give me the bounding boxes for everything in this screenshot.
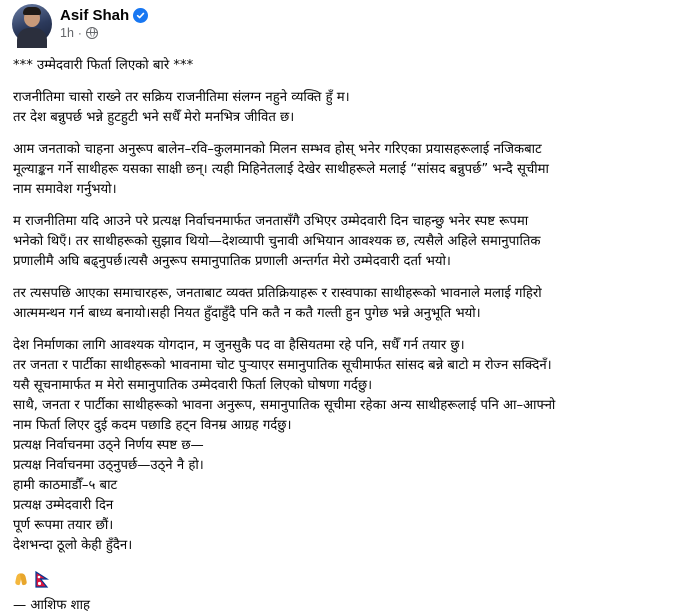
- author-name[interactable]: Asif Shah: [60, 7, 130, 24]
- post-paragraph: [13, 284, 668, 324]
- post-text-line: प्रत्यक्ष निर्वाचनमा उठ्नुपर्छ—उठ्ने नै हो।: [13, 458, 204, 473]
- post-text-line: हामी काठमाडौँ–५ बाट: [13, 478, 118, 493]
- author-row: [60, 7, 148, 24]
- post-text-line: तर त्यसपछि आएका समाचारहरू, जनताबाट व्यक्त प्रतिक्रियाहरू र रास्वपाका साथीहरूको भावनाले मलाई गहिरो: [13, 286, 542, 301]
- post-text-line: प्रणालीमै अघि बढ्नुपर्छ।त्यसै अनुरूप समानुपातिक प्रणाली अन्तर्गत मेरो उम्मेदवारी दर्ता भयो।: [13, 254, 451, 269]
- globe-icon[interactable]: [86, 27, 98, 39]
- post-text-line: तर जनता र पार्टीका साथीहरूको भावनामा चोट पुर्‍याएर समानुपातिक सूचीमार्फत सांसद बन्ने बाटो म रोज्न सक्दिनँ।: [13, 358, 552, 373]
- post-text-line: तर देश बन्नुपर्छ भन्ने हुटहुटी भने सधैँ मेरो मनभित्र जीवित छ।: [13, 110, 295, 125]
- post-text-line: आम जनताको चाहना अनुरूप बालेन–रवि–कुलमानको मिलन सम्भव होस् भनेर गरिएका प्रयासहरूलाई नजिकबाट: [13, 142, 542, 157]
- post-text-line: पूर्ण रूपमा तयार छौं।: [13, 518, 114, 533]
- post-text-line: प्रत्यक्ष उम्मेदवारी दिन: [13, 498, 114, 513]
- post-body: [13, 56, 668, 616]
- post-text-line: मूल्याङ्कन गर्ने साथीहरू यसका साक्षी छन्। त्यही मिहिनेतलाई देखेर साथीहरूले मलाई “सांसद बन्नुपर्छ” भन्दै सूचीमा: [13, 162, 549, 177]
- post-text-line: *** उम्मेदवारी फिर्ता लिएको बारे ***: [13, 58, 194, 73]
- verified-badge-icon: [133, 8, 148, 23]
- post-signature: — आशिफ शाह: [13, 598, 90, 613]
- post-text-line: प्रत्यक्ष निर्वाचनमा उठ्ने निर्णय स्पष्ट छ—: [13, 438, 204, 453]
- post-subline: [60, 26, 148, 40]
- post-text-line: नाम समावेश गर्नुभयो।: [13, 182, 117, 197]
- post-paragraph: [13, 88, 668, 128]
- post-text-line: भनेको थिएँ। तर साथीहरूको सुझाव थियो—देशव्यापी चुनावी अभियान आवश्यक छ, त्यसैले अहिले समानुपातिक: [13, 234, 541, 249]
- post-text-line: साथै, जनता र पार्टीका साथीहरूको भावना अनुरूप, समानुपातिक सूचीमा रहेका अन्य साथीहरूलाई पनि आ–आफ्नो: [13, 398, 556, 413]
- post-meta: [60, 4, 148, 40]
- post-text-line: नाम फिर्ता लिएर दुई कदम पछाडि हट्न विनम्र आग्रह गर्दछु।: [13, 418, 292, 433]
- post-text-line: देशभन्दा ठूलो केही हुँदैन।: [13, 538, 133, 553]
- post-timestamp[interactable]: 1h: [60, 26, 74, 40]
- post-paragraph: [13, 140, 668, 200]
- avatar[interactable]: [12, 4, 52, 44]
- post-paragraph: [13, 212, 668, 272]
- post-text-line: आत्ममन्थन गर्न बाध्य बनायो।सही नियत हुँदाहुँदै पनि कतै न कतै गल्ती हुन पुगेछ भन्ने अनुभूति भयो।: [13, 306, 481, 321]
- post-paragraph: [13, 56, 668, 76]
- folded-hands-icon: [13, 571, 29, 587]
- separator-dot: ·: [77, 26, 82, 40]
- post-text-line: राजनीतिमा चासो राख्ने तर सक्रिय राजनीतिमा संलग्न नहुने व्यक्ति हुँ म।: [13, 90, 350, 105]
- nepal-flag-icon: [35, 571, 49, 588]
- emoji-row: [13, 568, 668, 590]
- post-paragraph: [13, 336, 668, 556]
- post-text-line: देश निर्माणका लागि आवश्यक योगदान, म जुनसुकै पद वा हैसियतमा रहे पनि, सधैँ गर्न तयार छु।: [13, 338, 465, 353]
- post-text-line: यसै सूचनामार्फत म मेरो समानुपातिक उम्मेदवारी फिर्ता लिएको घोषणा गर्दछु।: [13, 378, 373, 393]
- post-header: [12, 4, 148, 44]
- post-text-line: म राजनीतिमा यदि आउने परे प्रत्यक्ष निर्वाचनमार्फत जनतासँगै उभिएर उम्मेदवारी दिन चाहन्छु भनेर स्पष्ट रूपमा: [13, 214, 529, 229]
